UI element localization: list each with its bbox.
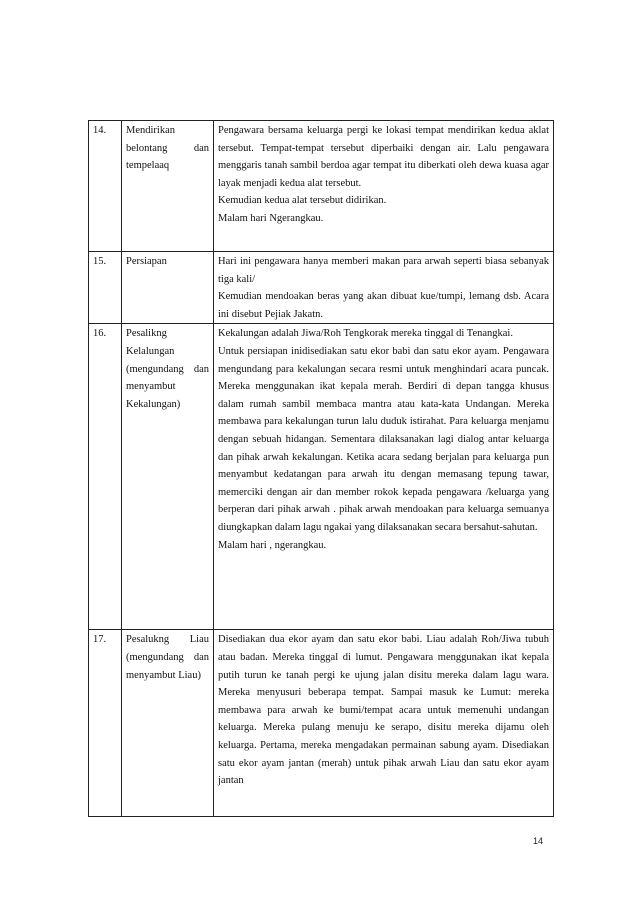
row-title: Mendirikan belontang dan tempelaaq: [122, 121, 214, 252]
row-title: [122, 324, 214, 630]
row-description: [214, 252, 554, 324]
description-paragraph: Malam hari , ngerangkau.: [218, 539, 327, 551]
row-description: [214, 630, 554, 817]
table-row: [89, 252, 554, 324]
ritual-steps-table: [88, 120, 554, 817]
row-description: [214, 121, 554, 252]
row-title-text: Pesalikng Kelalungan (mengundang dan menyambut Kekalungan): [126, 328, 209, 410]
page-number: 14: [533, 836, 544, 846]
description-paragraph: Malam hari Ngerangkau.: [218, 212, 324, 224]
row-number: 17.: [89, 630, 122, 817]
row-title: Pesalukng Liau (mengundang dan menyambut Liau): [122, 630, 214, 817]
description-paragraph: Kemudian mendoakan beras yang akan dibuat kue/tumpi, lemang dsb. Acara ini disebut Pejiak Jakatn.: [218, 291, 549, 320]
description-paragraph: Disediakan dua ekor ayam dan satu ekor babi. Liau adalah Roh/Jiwa tubuh atau badan. Mereka tinggal di lumut. Pengawara menggunakan ikat kepala putih turun ke tanah pergi ke ujung jalan disitu mereka dalam lagu wara. Mereka menyusuri beberapa tempat. Sampai masuk ke Lumut: mereka membawa para arwah ke bumi/tempat acara untuk memenuhi undangan keluarga. Mereka pulang menuju ke serapo, disitu mereka dijamu oleh keluarga. Pertama, mereka mengadakan permainan sabung ayam. Disediakan satu ekor ayam jantan (merah) untuk pihak arwah Liau dan satu ekor ayam jantan: [218, 634, 549, 787]
row-description: [214, 324, 554, 630]
description-paragraph: Kekalungan adalah Jiwa/Roh Tengkorak mereka tinggal di Tenangkai.: [218, 328, 513, 340]
description-paragraph: Pengawara bersama keluarga pergi ke lokasi tempat mendirikan kedua aklat tersebut. Tempat-tempat tersebut diperbaiki dengan air. Lalu pengawara menggaris tanah sambil berdoa agar tempat itu diberkati oleh dewa kuasa agar layak menjadi kedua alat tersebut.: [218, 125, 549, 189]
table-row: [89, 121, 554, 252]
row-title: Persiapan: [122, 252, 214, 324]
row-number: 15.: [89, 252, 122, 324]
row-number: 16.: [89, 324, 122, 630]
table-row: [89, 630, 554, 817]
description-paragraph: Kemudian kedua alat tersebut didirikan.: [218, 195, 387, 207]
table-row: [89, 324, 554, 630]
description-paragraph: Untuk persiapan inidisediakan satu ekor babi dan satu ekor ayam. Pengawara mengundang para kekalungan secara resmi untuk menghindari acara puncak. Mereka menggunakan ikat kepala merah. Berdiri di depan tangga khusus dalam rumah sambil membaca mantra atau kata-kata Undangan. Mereka membawa para kekalungan turun lalu duduk istirahat. Para keluarga menjamu dengan sebuah hidangan. Sementara dilaksanakan lagi dialog antar keluarga dan pihak arwah kekalungan. Ketika acara sedang berjalan para keluarga pun menyambut kedatangan para arwah itu dengan memasang tepung tawar, memerciki dengan air dan member rokok kepada pengawara /keluarga yang berperan dari pihak arwah . pihak arwah mendoakan para keluarga semuanya diungkapkan dalam lagu ngakai yang dilaksanakan secara bersahut-sahutan.: [218, 345, 549, 533]
description-paragraph: Hari ini pengawara hanya memberi makan para arwah seperti biasa sebanyak tiga kali/: [218, 256, 549, 285]
row-number: 14.: [89, 121, 122, 252]
